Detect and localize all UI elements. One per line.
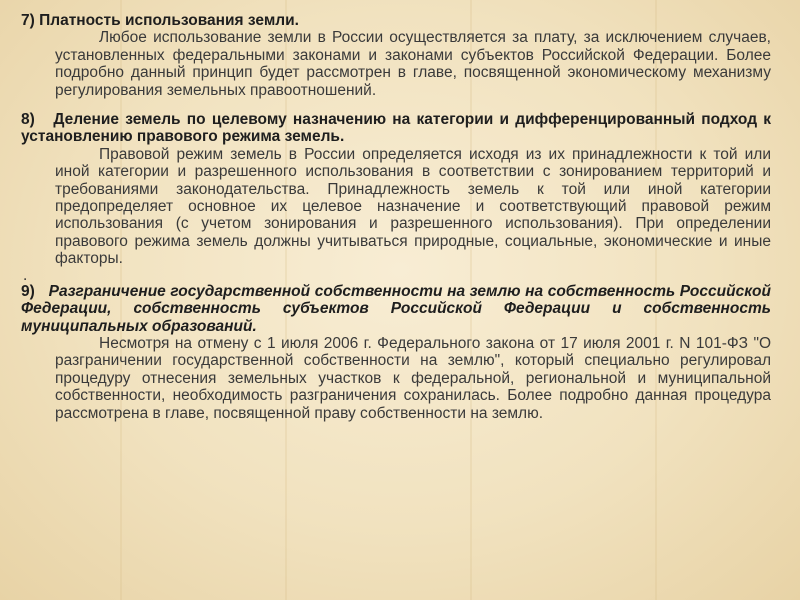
section-spacer (21, 99, 771, 111)
section-8-text (21, 146, 771, 268)
section-7-heading: 7) Платность использования земли. (21, 12, 299, 29)
section-8-text-content: Правовой режим земель в России определяется исходя из их принадлежности к той или иной категории и разрешенного использования в соответствии с зонированием территорий и требованиями законодательства. Принадлежность земель к той или иной категории предопределяет основное их целевое назначение и соответствующий правовой режим использования (с учетом зонирования и разрешенного использования). При определении правового режима земель должны учитываться природные, социальные, экономические и иные факторы. (55, 145, 771, 268)
section-9-text-content: Несмотря на отмену с 1 июля 2006 г. Федерального закона от 17 июля 2001 г. N 101-ФЗ "О разграничении государственной собственности на землю", который специально регулировал процедуру отнесения земельных участков к федеральной, региональной и муниципальной собственности, необходимость разграничения сохранилась. Более подробно данная процедура рассмотрена в главе, посвященной праву собственности на землю. (55, 334, 771, 422)
section-8-number: 8) (21, 111, 35, 129)
slide-content (21, 12, 771, 422)
section-8-heading (21, 111, 771, 146)
section-9-number: 9) (21, 282, 35, 300)
section-8-heading-text: Деление земель по целевому назначению на категории и дифференцированный подход к установлению правового режима земель. (21, 111, 771, 146)
section-9-heading-text: Разграничение государственной собственности на землю на собственность Российской Федерации, собственность субъектов Российской Федерации и собственность муниципальных образований. (21, 282, 771, 335)
section-7-text-content: Любое использование земли в России осуществляется за плату, за исключением случаев, установленных федеральными законами и законами субъектов Российской Федерации. Более подробно данный принцип будет рассмотрен в главе, посвященной экономическому механизму регулирования земельных правоотношений. (55, 29, 771, 99)
section-9-heading (21, 283, 771, 335)
section-7-text (21, 29, 771, 99)
section-9-text (21, 335, 771, 422)
separator-dot: . (23, 266, 28, 284)
